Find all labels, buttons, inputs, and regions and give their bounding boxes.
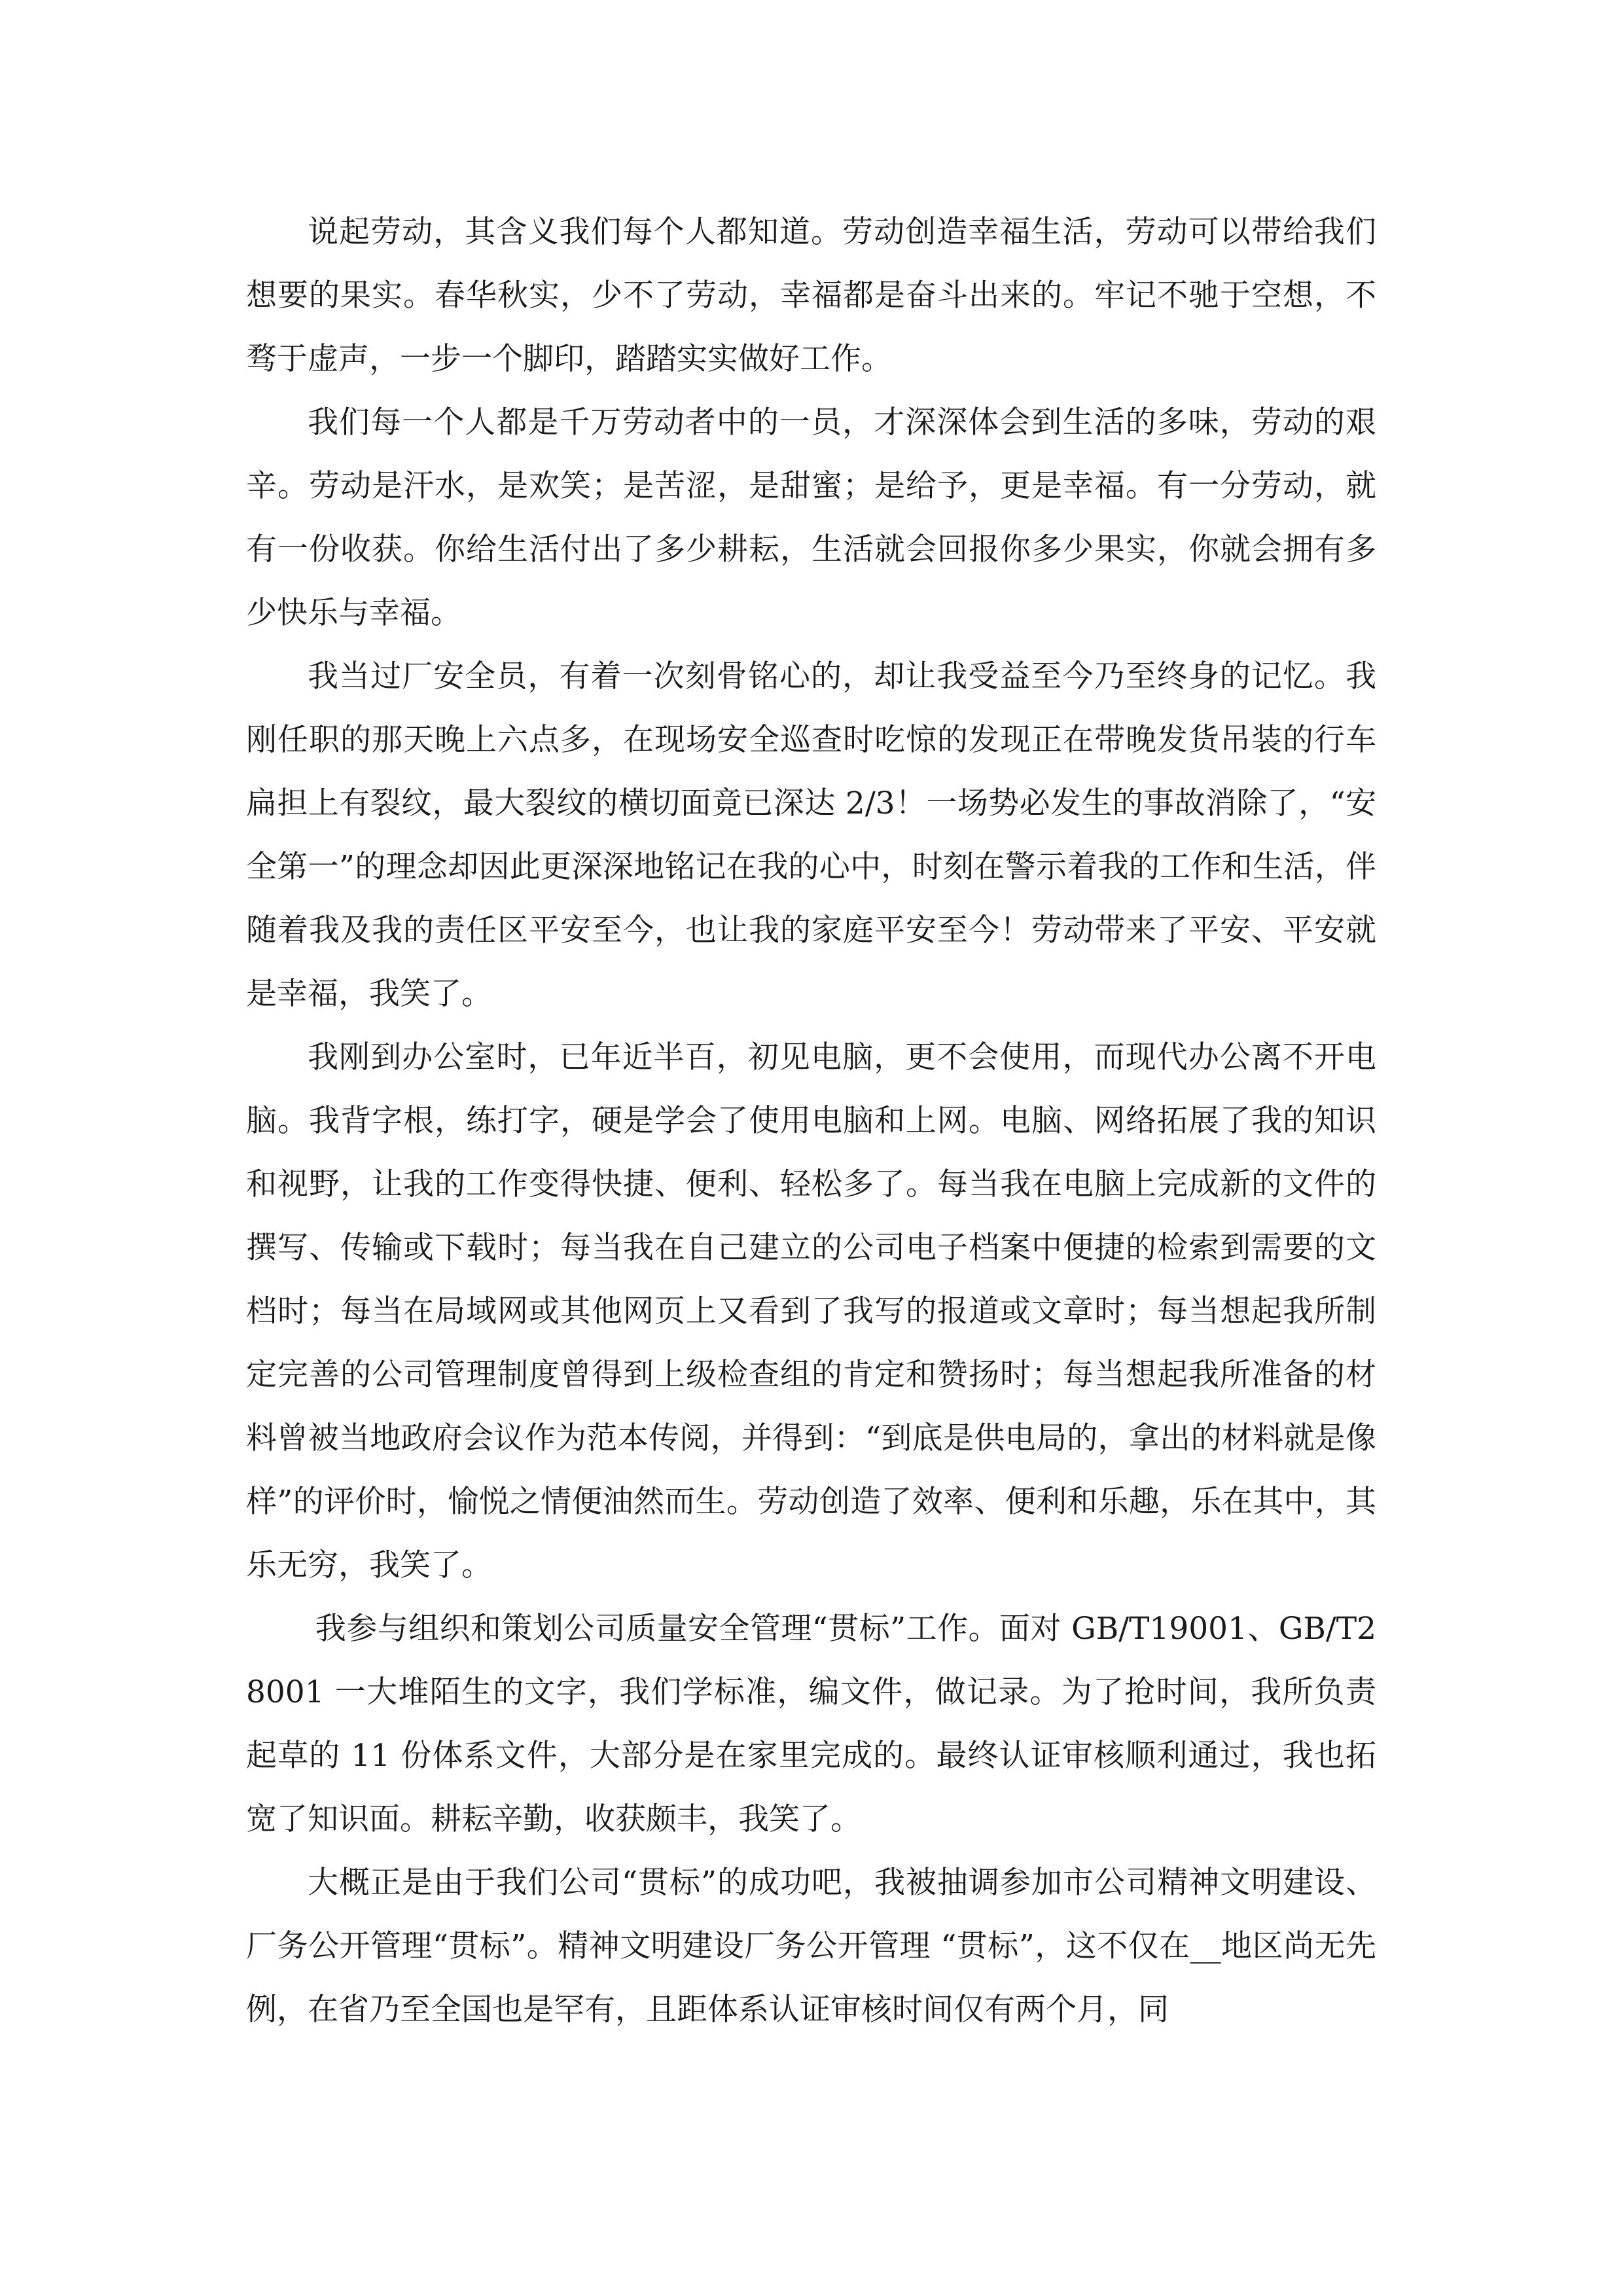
paragraph-4: 我刚到办公室时，已年近半百，初见电脑，更不会使用，而现代办公离不开电脑。我背字根，练打字，硬是学会了使用电脑和上网。电脑、网络拓展了我的知识和视野，让我的工作变得快捷、便利、轻松多了。每当我在电脑上完成新的文件的撰写、传输或下载时；每当我在自己建立的公司电子档案中便捷的检索到需要的文档时；每当在局域网或其他网页上又看到了我写的报道或文章时；每当想起我所制定完善的公司管理制度曾得到上级检查组的肯定和赞扬时；每当想起我所准备的材料曾被当地政府会议作为范本传阅，并得到：“到底是供电局的，拿出的材料就是像样”的评价时，愉悦之情便油然而生。劳动创造了效率、便利和乐趣，乐在其中，其乐无穷，我笑了。 — [246, 1039, 1376, 1583]
document-body — [246, 200, 1376, 2041]
paragraph-5: 我参与组织和策划公司质量安全管理“贯标”工作。面对 GB/T19001、GB/T28001 一大堆陌生的文字，我们学标准，编文件，做记录。为了抢时间，我所负责起草的 11 份体系文件，大部分是在家里完成的。最终认证审核顺利通过，我也拓宽了知识面。耕耘辛勤，收获颇丰，我笑了。 — [246, 1611, 1376, 1837]
paragraph-2: 我们每一个人都是千万劳动者中的一员，才深深体会到生活的多味，劳动的艰辛。劳动是汗水，是欢笑；是苦涩，是甜蜜；是给予，更是幸福。有一分劳动，就有一份收获。你给生活付出了多少耕耘，生活就会回报你多少果实，你就会拥有多少快乐与幸福。 — [246, 404, 1376, 631]
paragraph-3: 我当过厂安全员，有着一次刻骨铭心的，却让我受益至今乃至终身的记忆。我刚任职的那天晚上六点多，在现场安全巡查时吃惊的发现正在带晚发货吊装的行车扁担上有裂纹，最大裂纹的横切面竟已深达 2/3！一场势必发生的事故消除了，“安全第一”的理念却因此更深深地铭记在我的心中，时刻在警示着我的工作和生活，伴随着我及我的责任区平安至今，也让我的家庭平安至今！劳动带来了平安、平安就是幸福，我笑了。 — [246, 658, 1376, 1012]
paragraph-1: 说起劳动，其含义我们每个人都知道。劳动创造幸福生活，劳动可以带给我们想要的果实。春华秋实，少不了劳动，幸福都是奋斗出来的。牢记不驰于空想，不骛于虚声，一步一个脚印，踏踏实实做好工作。 — [246, 214, 1376, 377]
paragraph-6: 大概正是由于我们公司“贯标”的成功吧，我被抽调参加市公司精神文明建设、厂务公开管理“贯标”。精神文明建设厂务公开管理 “贯标”，这不仅在__地区尚无先例，在省乃至全国也是罕有，且距体系认证审核时间仅有两个月，同 — [246, 1865, 1376, 2028]
